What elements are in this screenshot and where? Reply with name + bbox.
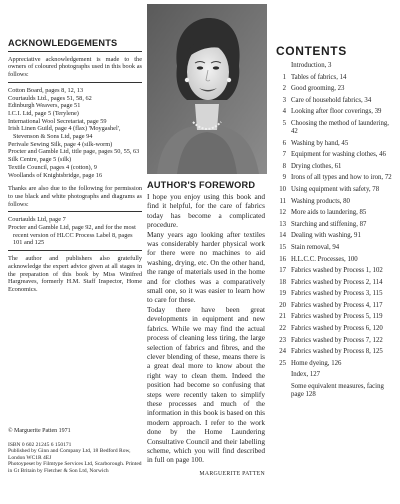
chapter-number: 14 bbox=[279, 232, 286, 240]
chapter-title: Fabrics washed by Process 5, 119 bbox=[291, 313, 383, 321]
chapter-title: Starching and stiffening, 87 bbox=[291, 220, 367, 228]
contents-entry bbox=[276, 198, 396, 206]
contents-entry bbox=[276, 337, 396, 345]
chapter-number: 18 bbox=[279, 278, 286, 286]
coloured-credits-list bbox=[8, 87, 142, 179]
chapter-number: 15 bbox=[279, 243, 286, 251]
contents-entry bbox=[276, 97, 396, 105]
credit-item: Silk Centre, page 5 (silk) bbox=[8, 156, 72, 164]
chapter-number: 8 bbox=[282, 162, 286, 170]
acknowledgements-section bbox=[8, 40, 142, 294]
chapter-title: Fabrics washed by Process 3, 115 bbox=[291, 290, 383, 298]
contents-entry bbox=[276, 140, 396, 148]
chapter-number: 9 bbox=[282, 174, 286, 182]
credit-item: Procter and Gamble Ltd, page 92, and for the most recent version of HLCC Process Label 8, pages 101 and 125 bbox=[8, 224, 136, 247]
contents-title: CONTENTS bbox=[276, 44, 347, 58]
chapter-title: Tables of fabrics, 14 bbox=[291, 73, 347, 81]
copyright-line: © Marguerite Patten 1971 bbox=[8, 428, 71, 434]
chapter-number: 2 bbox=[282, 85, 286, 93]
chapter-title: Washing products, 80 bbox=[291, 197, 350, 205]
chapter-title: H.L.C.C. Processes, 100 bbox=[291, 255, 358, 263]
credit-item: Cotton Board, pages 8, 12, 13 bbox=[8, 86, 84, 94]
publisher-line: Published by Ginn and Company Ltd, 18 Bedford Row, London WC1R 4EJ bbox=[8, 448, 131, 461]
chapter-title: Fabrics washed by Process 7, 122 bbox=[291, 336, 383, 344]
contents-entry bbox=[276, 256, 396, 264]
chapter-number: 7 bbox=[282, 151, 286, 159]
chapter-title: Fabrics washed by Process 4, 117 bbox=[291, 301, 383, 309]
contents-entry bbox=[276, 174, 396, 182]
contents-entry bbox=[276, 74, 396, 82]
divider bbox=[8, 51, 142, 52]
chapter-title: Drying clothes, 61 bbox=[291, 162, 342, 170]
contents-entry bbox=[276, 62, 396, 70]
printer-line: Photoypeset by Filmtype Services Ltd, Scarborough. Printed in Gt Britain by Fletcher & Son Ltd, Norwich bbox=[8, 461, 142, 474]
foreword-paragraph: Today there have been great developments in equipment and new fabrics. While we may find the actual process of cleaning less tiring, the large selection of fabrics and fibres, and the clever blending of these, means there is a great deal more to know about the right way to clean them. Indeed the position had become so confusing that steps were recently taken to simplify these processes and much of the information in this book is based on this modern approach. I refer to the work done by the Home Laundering Consultative Council and their labelling scheme, which you will find described in full on page 100. bbox=[147, 304, 265, 465]
chapter-number bbox=[276, 371, 286, 379]
chapter-number: 17 bbox=[279, 267, 286, 275]
credit-item: Perivale Sewing Silk, page 4 (silk-worm) bbox=[8, 140, 113, 148]
chapter-number: 5 bbox=[282, 119, 286, 127]
chapter-title: Fabrics washed by Process 2, 114 bbox=[291, 278, 383, 286]
foreword-paragraph: I hope you enjoy using this book and find it helpful, for the care of fabrics today has become a complicated procedure. bbox=[147, 192, 265, 230]
chapter-number: 3 bbox=[282, 96, 286, 104]
divider bbox=[8, 211, 142, 212]
isbn-line: ISBN 0 602 21245 6 150171 bbox=[8, 441, 72, 448]
chapter-number: 4 bbox=[282, 108, 286, 116]
chapter-title: Fabrics washed by Process 8, 125 bbox=[291, 348, 383, 356]
chapter-title: Irons of all types and how to iron, 72 bbox=[291, 174, 392, 182]
chapter-title: Care of household fabrics, 34 bbox=[291, 96, 372, 104]
credit-item: Courtaulds Ltd, page 7 bbox=[8, 216, 66, 224]
contents-entry bbox=[276, 360, 396, 368]
chapter-title: Washing by hand, 45 bbox=[291, 139, 349, 147]
contents-entry bbox=[276, 221, 396, 229]
contents-entry bbox=[276, 371, 396, 379]
chapter-number: 21 bbox=[279, 313, 286, 321]
chapter-number: 24 bbox=[279, 348, 286, 356]
contents-entry bbox=[276, 108, 396, 116]
chapter-title: Choosing the method of laundering, 42 bbox=[291, 119, 389, 135]
chapter-number: 16 bbox=[279, 255, 286, 263]
chapter-number: 10 bbox=[279, 185, 286, 193]
chapter-number: 23 bbox=[279, 336, 286, 344]
colophon bbox=[8, 428, 142, 475]
foreword-title: AUTHOR'S FOREWORD bbox=[147, 180, 256, 190]
chapter-number: 13 bbox=[279, 220, 286, 228]
contents-entry bbox=[276, 85, 396, 93]
author-signature: MARGUERITE PATTEN bbox=[199, 470, 265, 477]
contents-entry bbox=[276, 186, 396, 194]
author-portrait-image bbox=[147, 4, 267, 174]
contents-entry bbox=[276, 163, 396, 171]
contents-entry bbox=[276, 267, 396, 275]
contents-entry bbox=[276, 209, 396, 217]
bw-credits-list bbox=[8, 216, 142, 247]
chapter-title: Looking after floor coverings, 39 bbox=[291, 108, 382, 116]
contents-entry bbox=[276, 302, 396, 310]
chapter-title: Some equivalent measures, facing page 128 bbox=[291, 383, 384, 399]
credit-item: Procter and Gamble Ltd, title page, pages 50, 55, 63 bbox=[8, 148, 140, 156]
chapter-title: Index, 127 bbox=[291, 371, 321, 379]
credit-item: I.C.I. Ltd, page 5 (Terylene) bbox=[8, 109, 79, 117]
contents-entry bbox=[276, 120, 396, 136]
credit-item: Irish Linen Guild, page 4 (flax) 'Moygashel', Stevenson & Sons Ltd, page 94 bbox=[8, 125, 121, 141]
divider bbox=[8, 82, 142, 83]
credit-item: Edinburgh Weavers, page 51 bbox=[8, 102, 81, 110]
foreword-paragraph: Many years ago looking after textiles was considerably harder physical work for there were no machines to aid washing, drying, etc. On the other hand, the range of materials used in the home and for clothes was a comparatively small one, so it was easier to learn how to care for these. bbox=[147, 229, 265, 305]
chapter-title: Introduction, 3 bbox=[291, 62, 332, 69]
contents-entry bbox=[276, 313, 396, 321]
acknowledgements-title: ACKNOWLEDGEMENTS bbox=[8, 38, 118, 48]
credit-item: Courtaulds Ltd., pages 51, 58, 62 bbox=[8, 94, 92, 102]
acknowledgements-closing: The author and publishers also gratefully acknowledge the expert advice given at all stages in the preparation of this book by Miss Winifred Hargreaves, formerly H.M. Staff Inspector, Home Economics. bbox=[8, 255, 142, 293]
contents-entry bbox=[276, 383, 396, 399]
chapter-number: 25 bbox=[279, 359, 286, 367]
chapter-title: Fabrics washed by Process 6, 120 bbox=[291, 325, 383, 333]
credit-item: Woollands of Knightsbridge, page 16 bbox=[8, 171, 103, 179]
credit-item: Textile Council, pages 4 (cotton), 9 bbox=[8, 163, 97, 171]
contents-list bbox=[276, 62, 396, 399]
chapter-title: Good grooming, 23 bbox=[291, 85, 345, 93]
chapter-number: 22 bbox=[279, 325, 286, 333]
contents-entry bbox=[276, 290, 396, 298]
chapter-title: Dealing with washing, 91 bbox=[291, 232, 361, 240]
contents-entry bbox=[276, 244, 396, 252]
chapter-title: Fabrics washed by Process 1, 102 bbox=[291, 267, 383, 275]
contents-section bbox=[276, 44, 396, 403]
chapter-number bbox=[276, 383, 286, 399]
contents-entry bbox=[276, 279, 396, 287]
contents-entry bbox=[276, 348, 396, 356]
chapter-number: 1 bbox=[282, 73, 286, 81]
chapter-number bbox=[276, 62, 286, 70]
author-portrait bbox=[147, 4, 267, 174]
chapter-number: 11 bbox=[279, 197, 286, 205]
chapter-title: Home dyeing, 126 bbox=[291, 359, 342, 367]
credit-item: International Wool Secretariat, page 59 bbox=[8, 117, 107, 125]
chapter-title: Equipment for washing clothes, 46 bbox=[291, 151, 386, 159]
contents-entry bbox=[276, 325, 396, 333]
chapter-number: 12 bbox=[279, 209, 286, 217]
contents-entry bbox=[276, 232, 396, 240]
contents-entry bbox=[276, 151, 396, 159]
chapter-title: More aids to laundering, 85 bbox=[291, 209, 367, 217]
chapter-title: Stain removal, 94 bbox=[291, 243, 340, 251]
chapter-title: Using equipment with safety, 78 bbox=[291, 185, 380, 193]
acknowledgements-intro: Appreciative acknowledgement is made to the owners of coloured photographs used in this book as follows: bbox=[8, 55, 142, 79]
chapter-number: 20 bbox=[279, 301, 286, 309]
divider bbox=[8, 250, 142, 251]
chapter-number: 6 bbox=[282, 139, 286, 147]
bw-intro: Thanks are also due to the following for permission to use black and white photographs and diagrams as follows: bbox=[8, 185, 142, 208]
foreword-section bbox=[147, 180, 265, 477]
chapter-number: 19 bbox=[279, 290, 286, 298]
